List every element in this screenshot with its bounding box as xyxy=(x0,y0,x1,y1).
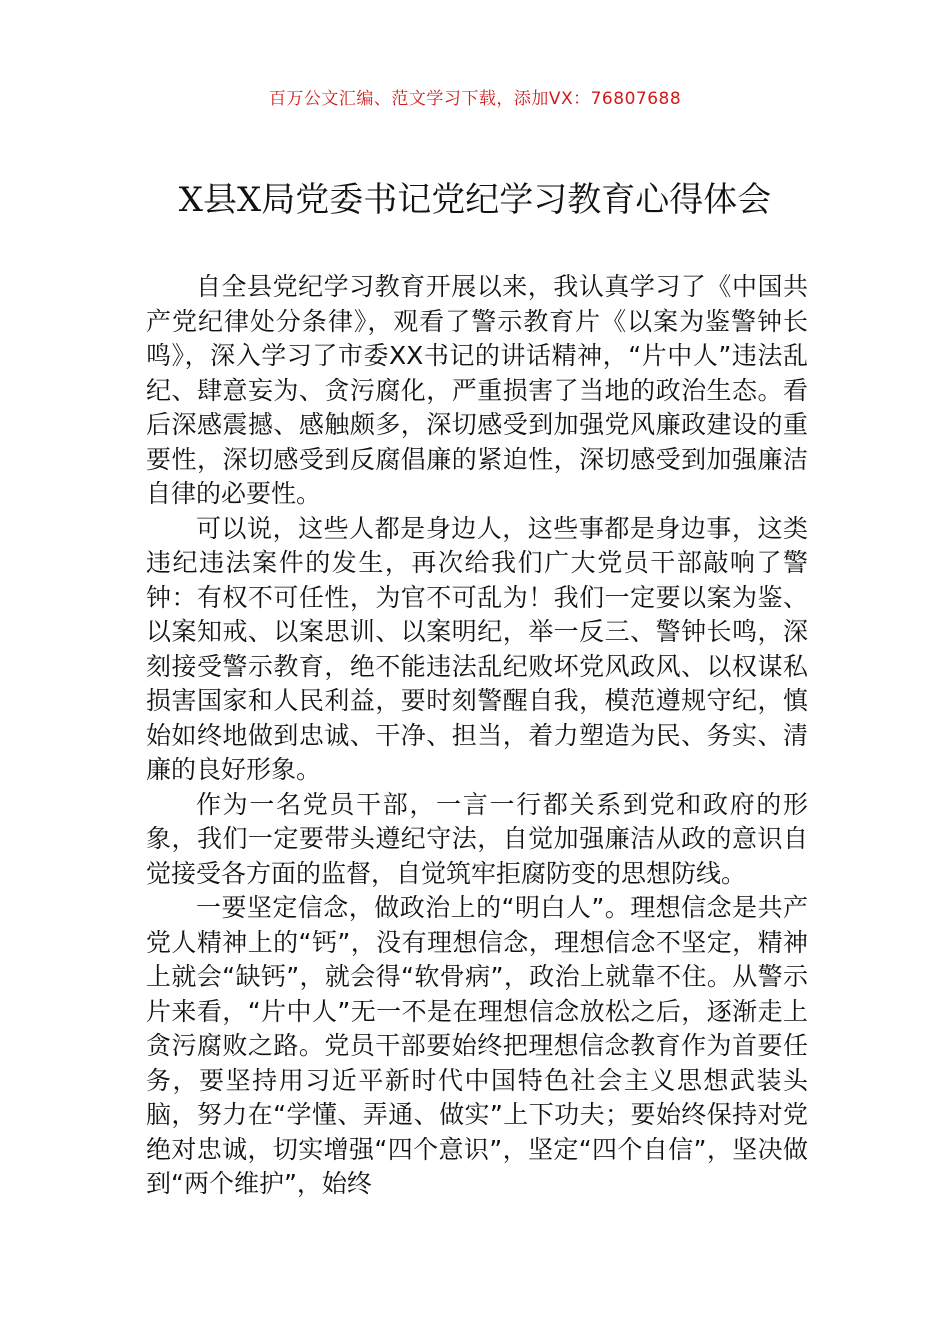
document-title: X县X局党委书记党纪学习教育心得体会 xyxy=(178,180,772,220)
watermark-header: 百万公文汇编、范文学习下载，添加VX：76807688 xyxy=(268,89,682,109)
paragraph-4: 一要坚定信念，做政治上的“明白人”。理想信念是共产党人精神上的“钙”，没有理想信念，理想信念不坚定，精神上就会“缺钙”，就会得“软骨病”，政治上就靠不住。从警示片来看，“片中人”无一不是在理想信念放松之后，逐渐走上贪污腐败之路。党员干部要始终把理想信念教育作为首要任务，要坚持用习近平新时代中国特色社会主义思想武装头脑，努力在“学懂、弄通、做实”上下功夫；要始终保持对党绝对忠诚，切实增强“四个意识”，坚定“四个自信”，坚决做到“两个维护”，始终 xyxy=(146,893,808,1198)
paragraph-3: 作为一名党员干部，一言一行都关系到党和政府的形象，我们一定要带头遵纪守法，自觉加强廉洁从政的意识自觉接受各方面的监督，自觉筑牢拒腐防变的思想防线。 xyxy=(146,789,808,888)
document-body xyxy=(146,270,808,1202)
paragraph-2: 可以说，这些人都是身边人，这些事都是身边事，这类违纪违法案件的发生，再次给我们广大党员干部敲响了警钟：有权不可任性，为官不可乱为！我们一定要以案为鉴、以案知戒、以案思训、以案明纪，举一反三、警钟长鸣，深刻接受警示教育，绝不能违法乱纪败坏党风政风、以权谋私损害国家和人民利益，要时刻警醒自我，模范遵规守纪，慎始如终地做到忠诚、干净、担当，着力塑造为民、务实、清廉的良好形象。 xyxy=(146,513,808,784)
paragraph-1: 自全县党纪学习教育开展以来，我认真学习了《中国共产党纪律处分条律》，观看了警示教育片《以案为鉴警钟长鸣》，深入学习了市委XX书记的讲话精神，“片中人”违法乱纪、肆意妄为、贪污腐化，严重损害了当地的政治生态。看后深感震撼、感触颇多，深切感受到加强党风廉政建设的重要性，深切感受到反腐倡廉的紧迫性，深切感受到加强廉洁自律的必要性。 xyxy=(146,272,808,508)
